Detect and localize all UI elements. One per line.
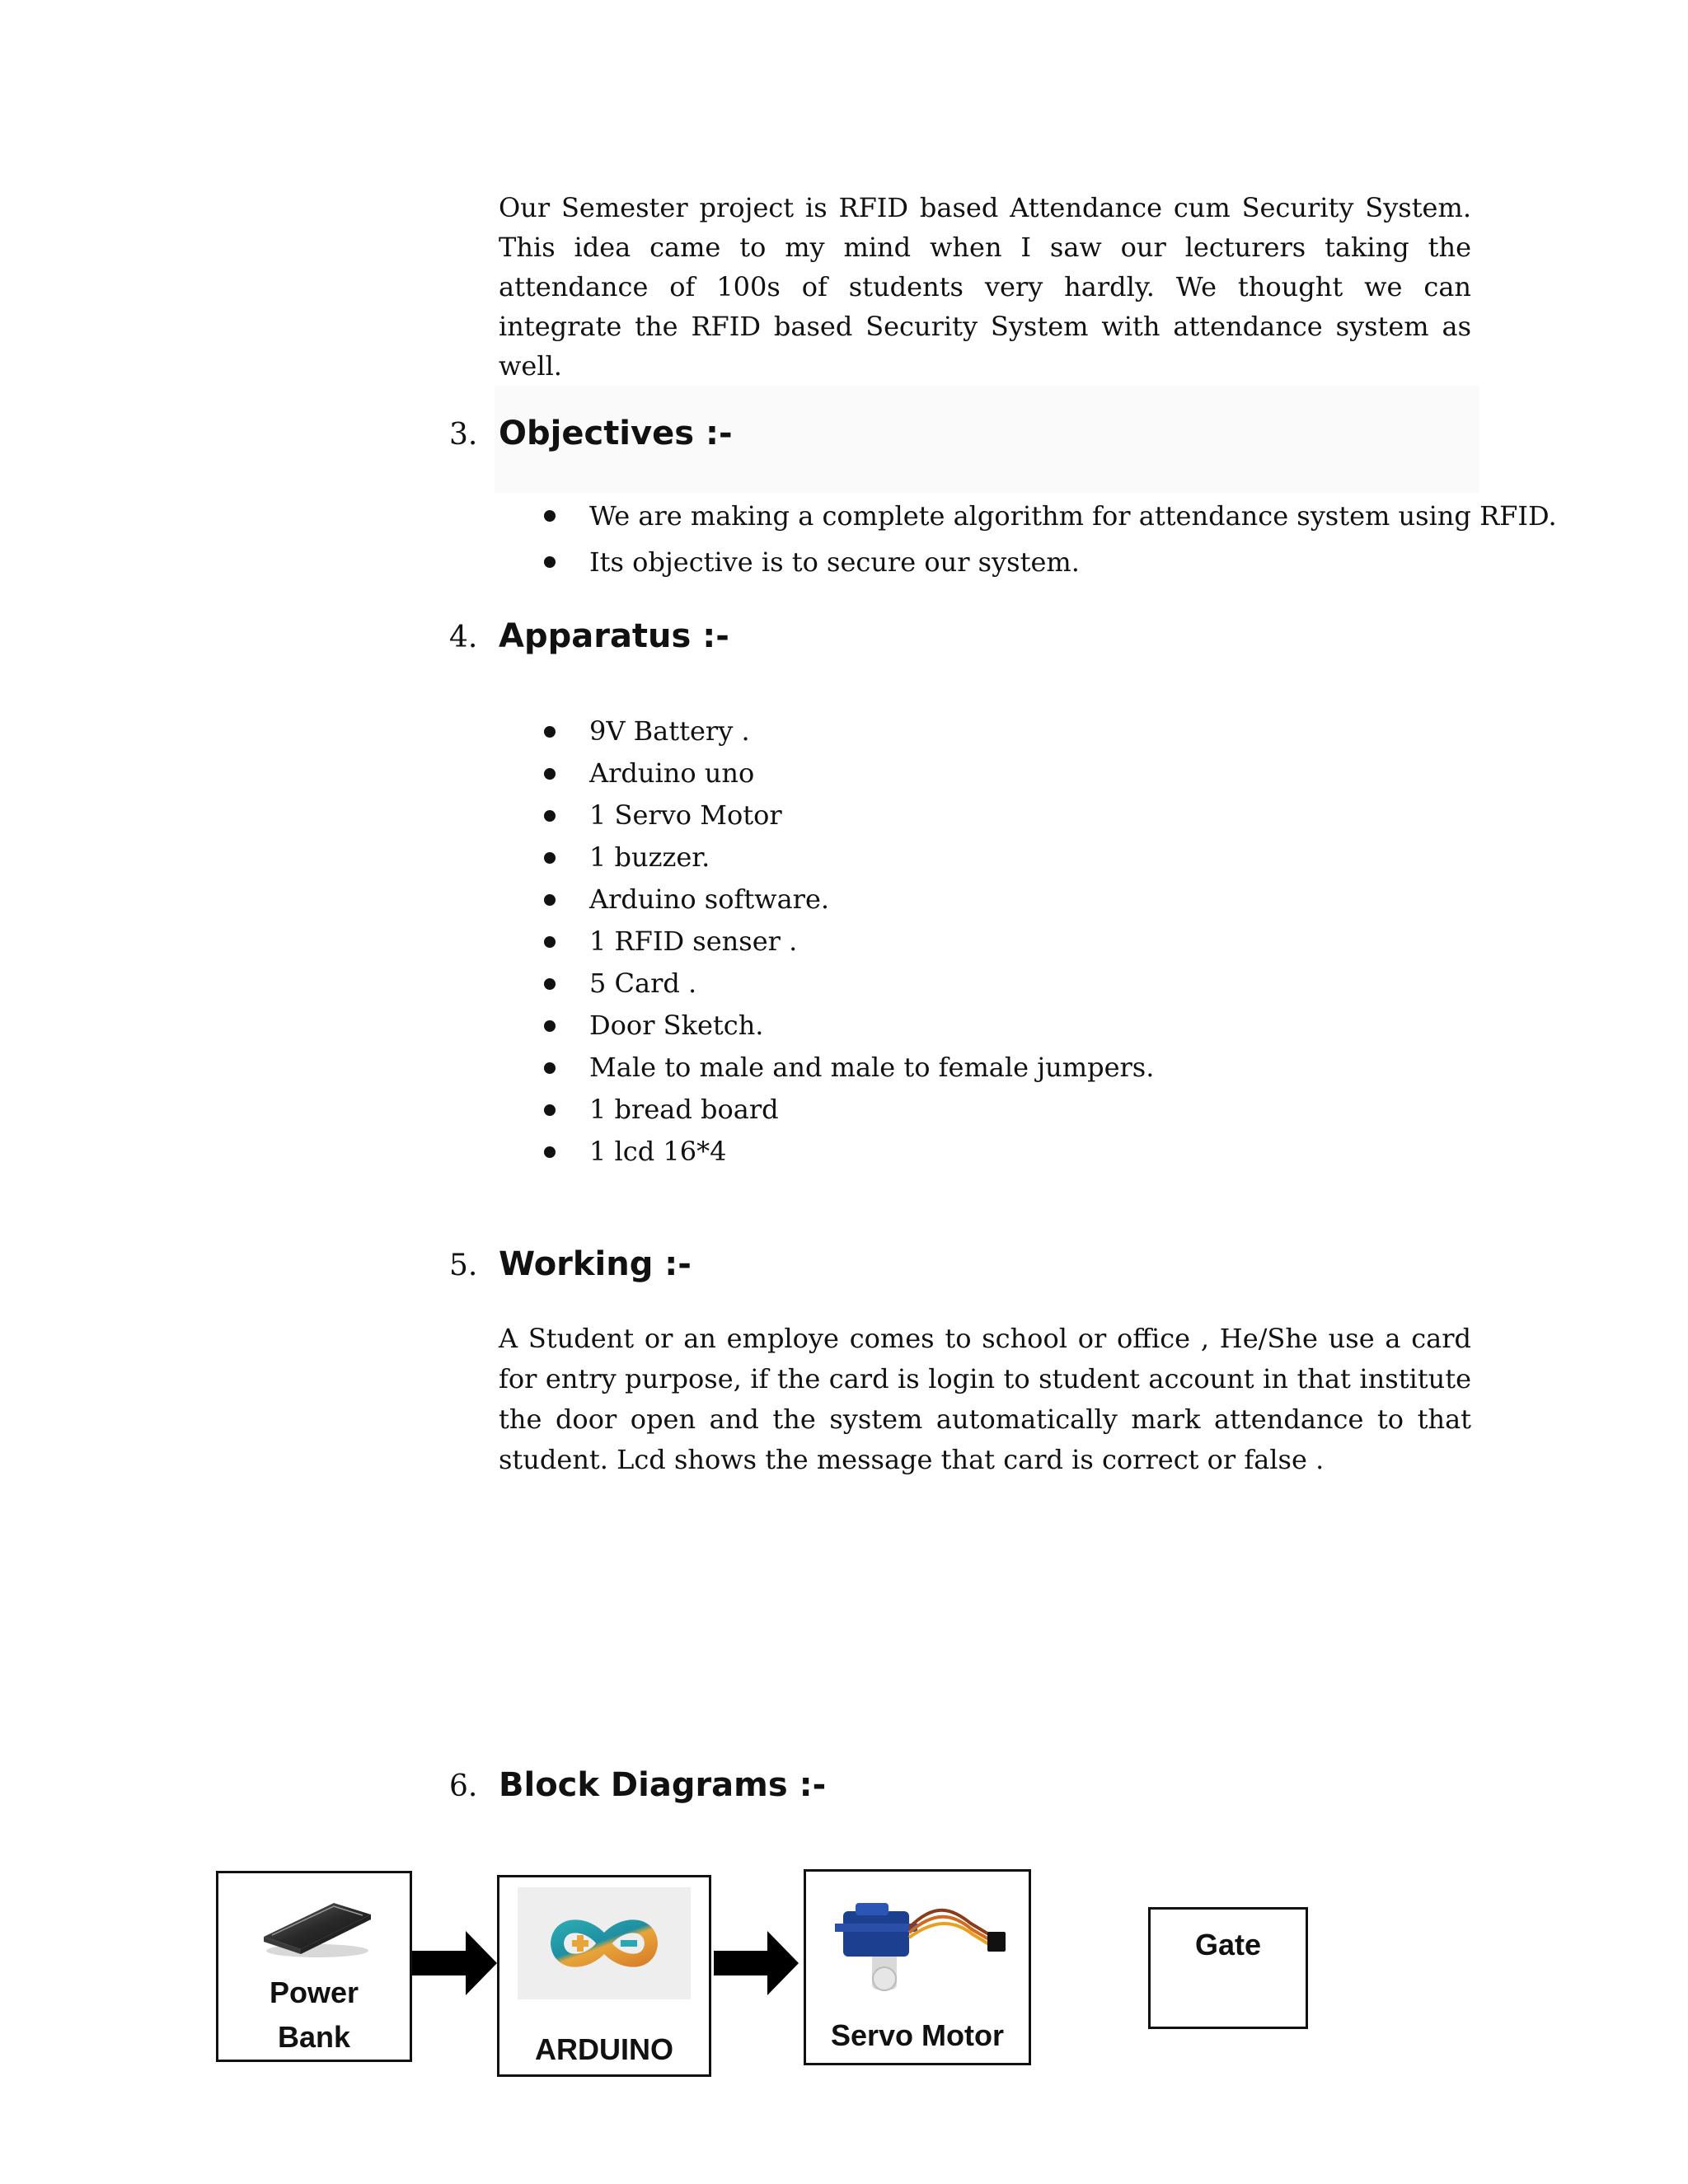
arduino-logo-icon (542, 1902, 666, 1985)
working-title: Working :- (499, 1245, 692, 1283)
list-item: 1 Servo Motor (544, 794, 1154, 837)
arduino-label: ARDUINO (535, 2032, 673, 2066)
gate-label: Gate (1194, 1928, 1262, 1961)
block-diagrams-number: 6. (449, 1769, 478, 1803)
apparatus-title: Apparatus :- (499, 617, 729, 655)
list-item: We are making a complete algorithm for attendance system using RFID. (544, 493, 1557, 539)
list-item: 1 bread board (544, 1089, 1154, 1131)
list-item: 1 RFID senser . (544, 921, 1154, 963)
list-item: Door Sketch. (544, 1005, 1154, 1047)
list-item: Arduino software. (544, 879, 1154, 921)
servo-motor-label: Servo Motor (830, 2018, 1005, 2052)
power-bank-icon (256, 1891, 379, 1966)
intro-paragraph: Our Semester project is RFID based Attendance cum Security System. This idea came to my mind when I saw our lecturers taking the attendance of 100s of students very hardly. We thought we can integrate the RFID based Security System with attendance system as well. (499, 192, 1471, 382)
list-item: Male to male and male to female jumpers. (544, 1047, 1154, 1089)
gate-block (1148, 1907, 1308, 2029)
block-diagrams-title: Block Diagrams :- (499, 1766, 827, 1804)
arrow-right-icon (714, 1929, 800, 1999)
block-diagrams-heading (449, 1764, 826, 1808)
list-item: Its objective is to secure our system. (544, 539, 1557, 585)
list-item: 1 buzzer. (544, 837, 1154, 879)
arrow-right-icon (412, 1929, 499, 1999)
list-item: 9V Battery . (544, 710, 1154, 752)
servo-motor-block (804, 1869, 1031, 2065)
list-item: 1 lcd 16*4 (544, 1131, 1154, 1173)
servo-motor-icon (827, 1886, 1012, 2002)
working-number: 5. (449, 1249, 478, 1282)
apparatus-number: 4. (449, 621, 478, 654)
objectives-title: Objectives :- (499, 415, 733, 452)
objectives-number: 3. (449, 418, 478, 452)
power-bank-label-line2: Bank (277, 2020, 351, 2054)
working-paragraph: A Student or an employe comes to school or office , He/She use a card for entry purpose, if the card is login to student account in that institute the door open and the system automatically mark attendance to that student. Lcd shows the message that card is correct or false . (499, 1323, 1471, 1475)
arduino-block (497, 1875, 711, 2077)
apparatus-heading (449, 615, 729, 659)
apparatus-list (544, 710, 1154, 1173)
objectives-list (544, 493, 1557, 585)
list-item: 5 Card . (544, 963, 1154, 1005)
objectives-heading (449, 412, 733, 457)
power-bank-block (216, 1871, 412, 2062)
power-bank-label-line1: Power (269, 1975, 359, 2009)
list-item: Arduino uno (544, 752, 1154, 794)
working-heading (449, 1243, 692, 1287)
